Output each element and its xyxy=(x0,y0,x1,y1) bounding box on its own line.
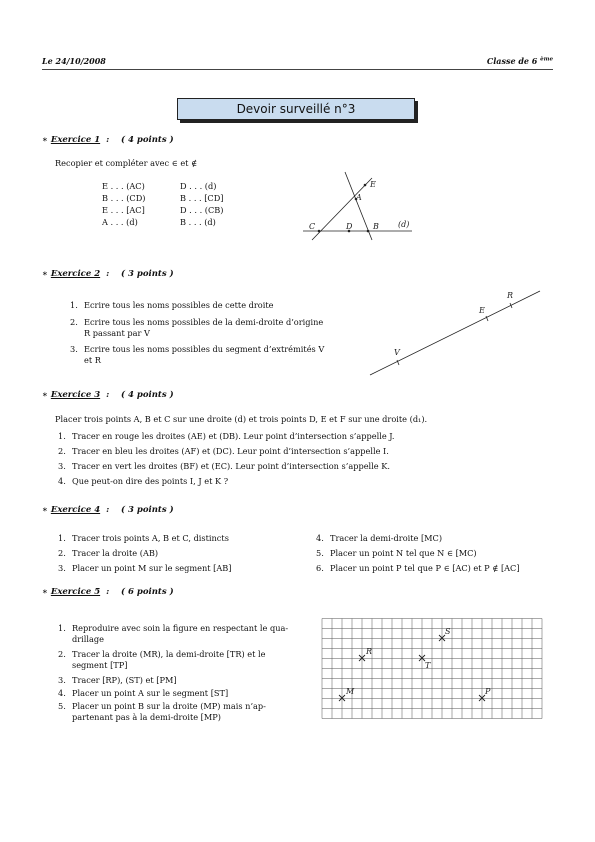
label-b: B xyxy=(373,222,379,231)
item-number: 4. xyxy=(58,476,66,486)
item-text: Ecrire tous les noms possibles de cette droite xyxy=(84,300,274,310)
exercise-points: ( 6 points ) xyxy=(121,587,174,597)
ex1-col1-line: E . . . [AC] xyxy=(102,205,145,215)
item-text: Tracer la droite (MR), la demi-droite [TR) et le xyxy=(72,649,266,659)
header-class xyxy=(487,56,553,66)
exercise-1-figure xyxy=(300,170,420,245)
item-text: Ecrire tous les noms possibles du segment d’extrémités V xyxy=(84,344,325,354)
label-t: T xyxy=(425,661,431,670)
item-text-cont: partenant pas à la demi-droite [MP) xyxy=(72,712,221,722)
exercise-3-heading xyxy=(42,390,174,400)
exercise-points: ( 4 points ) xyxy=(121,390,174,400)
exercise-4-heading xyxy=(42,505,174,515)
bullet: ∗ xyxy=(42,390,48,400)
ex1-col2-line: D . . . (d) xyxy=(180,181,217,191)
grid-lines xyxy=(322,619,542,719)
exercise-1-heading xyxy=(42,135,174,145)
colon: : xyxy=(106,505,110,515)
item-number: 1. xyxy=(58,431,66,441)
exercise-points: ( 3 points ) xyxy=(121,269,174,279)
item-number: 3. xyxy=(58,675,66,685)
item-number: 6. xyxy=(316,563,324,573)
point-c xyxy=(318,230,321,233)
exercise-name: Exercice 1 xyxy=(50,135,101,145)
exercise-name: Exercice 2 xyxy=(50,269,101,279)
ex1-col1-line: B . . . (CD) xyxy=(102,193,146,203)
item-number: 3. xyxy=(70,344,78,354)
item-number: 2. xyxy=(58,649,66,659)
point-e xyxy=(364,184,367,187)
label-r: R xyxy=(366,647,373,656)
bullet: ∗ xyxy=(42,505,48,515)
item-text: Ecrire tous les noms possibles de la demi-droite d’origine xyxy=(84,317,324,327)
label-s: S xyxy=(445,627,451,636)
label-c: C xyxy=(309,222,316,231)
item-text: Tracer en rouge les droites (AE) et (DB). Leur point d’intersection s’appelle J. xyxy=(72,431,395,441)
item-number: 2. xyxy=(58,446,66,456)
item-text: Placer un point M sur le segment [AB] xyxy=(72,563,232,573)
ex1-col2-line: D . . . (CB) xyxy=(180,205,224,215)
colon: : xyxy=(106,587,110,597)
item-number: 5. xyxy=(316,548,324,558)
bullet: ∗ xyxy=(42,587,48,597)
exercise-points: ( 3 points ) xyxy=(121,505,174,515)
exercise-3-intro: Placer trois points A, B et C sur une droite (d) et trois points D, E et F sur une droite (d₁). xyxy=(55,414,428,424)
label-d: D xyxy=(346,222,353,231)
item-text-cont: segment [TP] xyxy=(72,660,128,670)
label-a: A xyxy=(356,193,362,202)
colon: : xyxy=(106,269,110,279)
exercise-name: Exercice 3 xyxy=(50,390,101,400)
label-r: R xyxy=(507,291,514,300)
header-rule xyxy=(42,69,553,70)
item-number: 3. xyxy=(58,563,66,573)
item-text-cont: R passant par V xyxy=(84,328,150,338)
line-rv xyxy=(370,291,540,375)
label-e: E xyxy=(479,306,485,315)
item-number: 4. xyxy=(316,533,324,543)
colon: : xyxy=(106,390,110,400)
item-text: Tracer trois points A, B et C, distincts xyxy=(72,533,229,543)
item-text-cont: drillage xyxy=(72,634,104,644)
header-class-sup: ème xyxy=(540,56,553,63)
item-text-cont: et R xyxy=(84,355,101,365)
header-date: Le 24/10/2008 xyxy=(42,56,106,66)
item-text: Placer un point P tel que P ∈ [AC) et P ∉ [AC] xyxy=(330,563,520,573)
item-text: Placer un point B sur la droite (MP) mais n’ap- xyxy=(72,701,266,711)
exercise-2-figure xyxy=(365,285,545,380)
item-number: 2. xyxy=(70,317,78,327)
label-m: M xyxy=(346,687,355,696)
item-text: Placer un point A sur le segment [ST] xyxy=(72,688,229,698)
ex1-col2-line: B . . . (d) xyxy=(180,217,216,227)
header-class-text: Classe de 6 xyxy=(486,56,538,66)
item-text: Que peut-on dire des points I, J et K ? xyxy=(72,476,229,486)
exercise-2-heading xyxy=(42,269,174,279)
ex1-col1-line: E . . . (AC) xyxy=(102,181,145,191)
label-v: V xyxy=(394,348,400,357)
item-text: Reproduire avec soin la figure en respectant le qua- xyxy=(72,623,289,633)
page-title: Devoir surveillé n°3 xyxy=(177,98,415,120)
bullet: ∗ xyxy=(42,135,48,145)
ex1-col2-line: B . . . [CD] xyxy=(180,193,224,203)
bullet: ∗ xyxy=(42,269,48,279)
item-number: 1. xyxy=(58,533,66,543)
exercise-name: Exercice 5 xyxy=(50,587,101,597)
item-number: 4. xyxy=(58,688,66,698)
exercise-points: ( 4 points ) xyxy=(121,135,174,145)
item-text: Tracer la demi-droite [MC) xyxy=(330,533,443,543)
label-p: P xyxy=(485,687,491,696)
colon: : xyxy=(106,135,110,145)
item-number: 2. xyxy=(58,548,66,558)
item-number: 1. xyxy=(70,300,78,310)
item-number: 5. xyxy=(58,701,66,711)
ex1-col1-line: A . . . (d) xyxy=(102,217,138,227)
item-text: Tracer en vert les droites (BF) et (EC). Leur point d’intersection s’appelle K. xyxy=(72,461,390,471)
label-line-d: (d) xyxy=(398,220,410,229)
label-e: E xyxy=(370,180,376,189)
item-number: 1. xyxy=(58,623,66,633)
item-text: Tracer [RP), (ST) et [PM] xyxy=(72,675,177,685)
exercise-name: Exercice 4 xyxy=(50,505,101,515)
exercise-5-heading xyxy=(42,587,174,597)
item-text: Placer un point N tel que N ∈ [MC) xyxy=(330,548,477,558)
item-text: Tracer en bleu les droites (AF) et (DC). Leur point d’intersection s’appelle I. xyxy=(72,446,389,456)
exercise-5-grid xyxy=(322,618,544,719)
item-text: Tracer la droite (AB) xyxy=(72,548,159,558)
exercise-1-instruction: Recopier et compléter avec ∈ et ∉ xyxy=(55,158,198,168)
item-number: 3. xyxy=(58,461,66,471)
point-b xyxy=(367,230,370,233)
